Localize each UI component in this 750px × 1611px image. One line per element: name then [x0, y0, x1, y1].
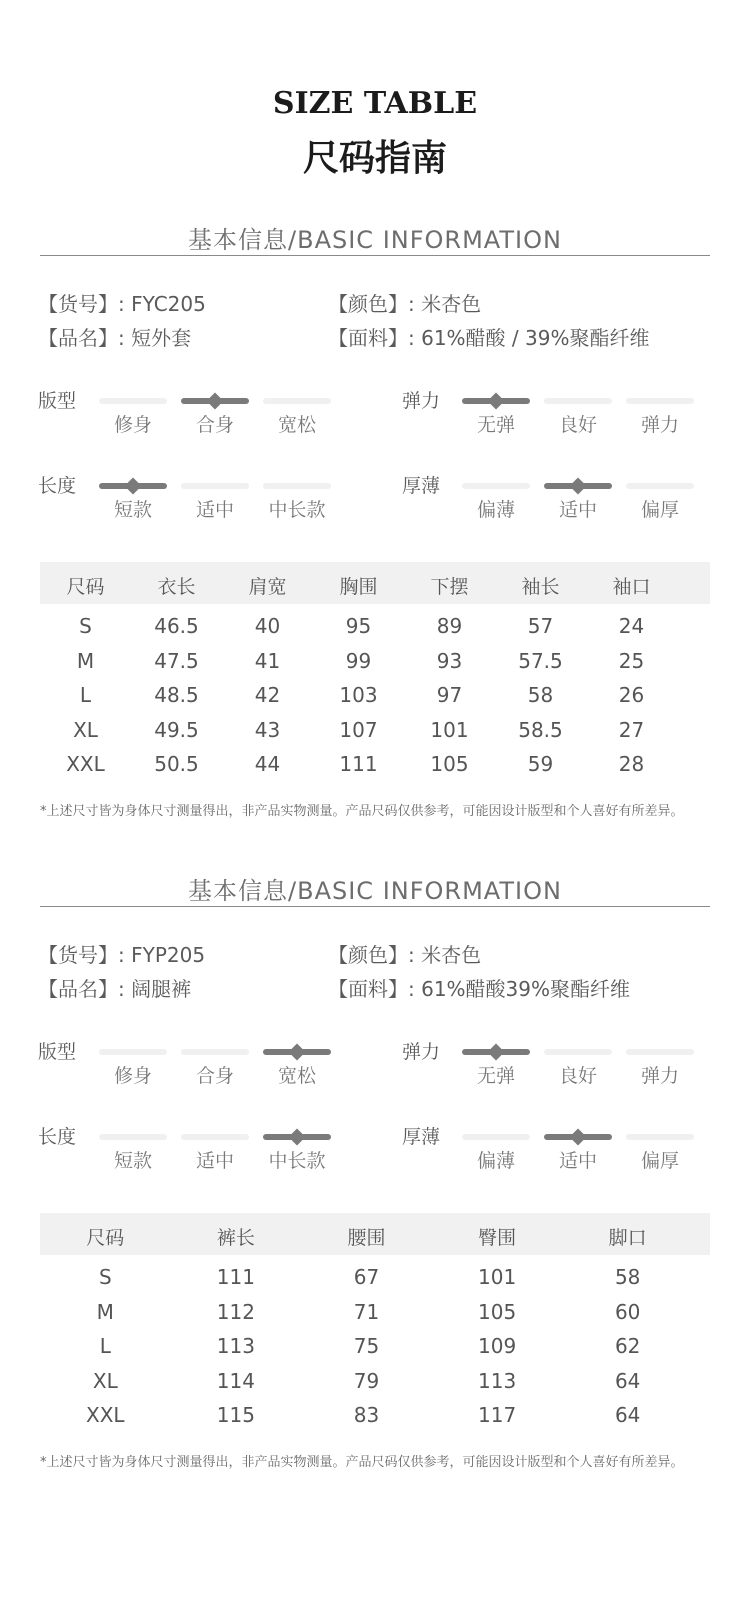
scale-option-thickness-0: 偏薄 — [476, 1150, 515, 1172]
scale-option-elastic-2: 弹力 — [640, 1065, 679, 1087]
table-cell: 27 — [618, 717, 645, 742]
scale-option-elastic-2: 弹力 — [640, 414, 679, 436]
product-fabric: 【面料】: 61%醋酸 / 39%聚酯纤维 — [328, 326, 650, 350]
table-cell: 71 — [353, 1299, 380, 1324]
table-cell: 24 — [618, 614, 645, 638]
table-cell: 60 — [614, 1299, 641, 1324]
scale-track-elastic-1 — [544, 398, 612, 404]
table-cell: 64 — [614, 1403, 641, 1427]
scale-track-length-1 — [181, 1134, 249, 1140]
scale-option-fit-1: 合身 — [195, 414, 234, 436]
attr-label-elastic: 弹力 — [402, 1041, 441, 1063]
scale-marker-icon — [125, 478, 142, 495]
scale-track-fit-2 — [263, 1049, 331, 1055]
scale-option-fit-1: 合身 — [195, 1065, 234, 1087]
table-cell: 47.5 — [154, 648, 199, 673]
size-note: *上述尺寸皆为身体尺寸测量得出，非产品实物测量。产品尺码仅供参考，可能因设计版型和个人喜好有所差异。 — [40, 1455, 684, 1470]
scale-marker-icon — [570, 1129, 587, 1146]
table-cell: 48.5 — [154, 683, 199, 707]
table-cell: 57.5 — [518, 648, 563, 673]
scale-option-thickness-2: 偏厚 — [640, 1150, 679, 1172]
table-cell: 75 — [353, 1334, 380, 1358]
scale-track-length-1 — [181, 483, 249, 489]
table-cell: L — [79, 683, 92, 707]
scale-track-fit-2 — [263, 398, 331, 404]
table-cell: 58 — [614, 1265, 641, 1289]
table-cell: 99 — [345, 648, 372, 673]
scale-track-length-0 — [99, 483, 167, 489]
table-cell: 89 — [436, 614, 463, 638]
scale-track-fit-0 — [99, 1049, 167, 1055]
table-header-cell: 臀围 — [478, 1227, 517, 1249]
table-cell: 26 — [618, 683, 645, 707]
table-cell: 79 — [353, 1368, 380, 1393]
scale-track-length-2 — [263, 1134, 331, 1140]
table-cell: 101 — [430, 717, 469, 742]
scale-option-thickness-1: 适中 — [558, 499, 597, 521]
page-title-en: SIZE TABLE — [272, 86, 478, 121]
scale-option-length-2: 中长款 — [268, 1150, 326, 1172]
attr-label-fit: 版型 — [38, 390, 77, 412]
scale-track-thickness-2 — [626, 483, 694, 489]
scale-marker-icon — [207, 393, 224, 410]
attr-label-length: 长度 — [38, 475, 77, 497]
table-header-cell: 尺码 — [66, 576, 105, 598]
page-title-cn: 尺码指南 — [302, 137, 447, 179]
attr-label-thickness: 厚薄 — [402, 475, 441, 497]
item-number: 【货号】: FYC205 — [38, 292, 206, 316]
scale-marker-icon — [488, 393, 505, 410]
table-cell: 41 — [254, 648, 281, 673]
table-cell: XL — [92, 1368, 118, 1393]
table-cell: 67 — [353, 1265, 380, 1289]
table-header-cell: 尺码 — [86, 1227, 125, 1249]
scale-option-length-0: 短款 — [113, 1150, 152, 1172]
scale-option-fit-2: 宽松 — [277, 1065, 316, 1087]
table-cell: 58 — [527, 683, 554, 707]
scale-option-length-1: 适中 — [195, 499, 234, 521]
table-cell: XXL — [86, 1403, 125, 1427]
attr-label-fit: 版型 — [38, 1041, 77, 1063]
table-cell: 105 — [478, 1299, 517, 1324]
scale-option-thickness-1: 适中 — [558, 1150, 597, 1172]
table-cell: 113 — [216, 1334, 255, 1358]
scale-option-elastic-0: 无弹 — [476, 414, 515, 436]
table-cell: 43 — [254, 717, 281, 742]
scale-option-fit-2: 宽松 — [277, 414, 316, 436]
table-header-cell: 袖口 — [612, 576, 651, 598]
table-header-cell: 裤长 — [216, 1227, 255, 1249]
table-header-cell: 腰围 — [347, 1227, 386, 1249]
table-cell: 28 — [618, 752, 645, 776]
scale-marker-icon — [488, 1044, 505, 1061]
scale-marker-icon — [289, 1044, 306, 1061]
scale-option-length-1: 适中 — [195, 1150, 234, 1172]
table-cell: 111 — [339, 752, 378, 776]
table-cell: 25 — [618, 648, 645, 673]
table-cell: 49.5 — [154, 717, 199, 742]
table-cell: 64 — [614, 1368, 641, 1393]
scale-track-fit-1 — [181, 398, 249, 404]
table-cell: 95 — [345, 614, 372, 638]
table-header-cell: 下摆 — [430, 576, 469, 598]
table-cell: 103 — [339, 683, 378, 707]
table-cell: L — [99, 1334, 111, 1358]
table-cell: 117 — [478, 1403, 517, 1427]
scale-track-length-0 — [99, 1134, 167, 1140]
table-header-cell: 胸围 — [339, 576, 378, 598]
table-cell: XXL — [66, 752, 105, 776]
table-cell: XL — [73, 717, 98, 742]
scale-option-thickness-0: 偏薄 — [476, 499, 515, 521]
scale-option-fit-0: 修身 — [113, 1065, 152, 1087]
scale-option-elastic-0: 无弹 — [476, 1065, 515, 1087]
attr-label-elastic: 弹力 — [402, 390, 441, 412]
scale-track-thickness-0 — [462, 483, 530, 489]
table-header-cell: 衣长 — [157, 576, 196, 598]
scale-track-elastic-2 — [626, 1049, 694, 1055]
table-cell: 50.5 — [154, 752, 199, 776]
product-color: 【颜色】: 米杏色 — [328, 292, 482, 316]
section-divider — [40, 255, 710, 256]
table-cell: 113 — [478, 1368, 517, 1393]
scale-option-thickness-2: 偏厚 — [640, 499, 679, 521]
attr-label-length: 长度 — [38, 1126, 77, 1148]
product-name: 【品名】: 短外套 — [38, 326, 192, 350]
scale-track-thickness-1 — [544, 483, 612, 489]
scale-option-elastic-1: 良好 — [558, 1065, 597, 1087]
table-cell: 97 — [436, 683, 463, 707]
product-color: 【颜色】: 米杏色 — [328, 943, 482, 967]
table-cell: 112 — [216, 1299, 255, 1324]
size-table-header — [40, 1213, 710, 1255]
item-number: 【货号】: FYP205 — [38, 943, 206, 967]
section-heading: 基本信息/BASIC INFORMATION — [188, 226, 562, 254]
scale-track-thickness-2 — [626, 1134, 694, 1140]
product-section-pants — [0, 871, 750, 1521]
scale-option-elastic-1: 良好 — [558, 414, 597, 436]
scale-option-fit-0: 修身 — [113, 414, 152, 436]
table-cell: 107 — [339, 717, 378, 742]
scale-option-length-2: 中长款 — [268, 499, 326, 521]
scale-track-elastic-2 — [626, 398, 694, 404]
section-heading: 基本信息/BASIC INFORMATION — [188, 877, 562, 905]
table-cell: 114 — [216, 1368, 255, 1393]
size-note: *上述尺寸皆为身体尺寸测量得出，非产品实物测量。产品尺码仅供参考，可能因设计版型和个人喜好有所差异。 — [40, 804, 684, 819]
table-header-cell: 肩宽 — [248, 576, 287, 598]
table-cell: 105 — [430, 752, 469, 776]
table-cell: 93 — [436, 648, 463, 673]
scale-track-length-2 — [263, 483, 331, 489]
table-cell: 44 — [254, 752, 281, 776]
scale-track-elastic-0 — [462, 398, 530, 404]
size-table-header — [40, 562, 710, 604]
scale-option-length-0: 短款 — [113, 499, 152, 521]
scale-track-thickness-0 — [462, 1134, 530, 1140]
table-cell: 109 — [478, 1334, 517, 1358]
scale-track-fit-1 — [181, 1049, 249, 1055]
table-cell: 101 — [478, 1265, 517, 1289]
table-cell: 42 — [254, 683, 281, 707]
table-cell: 115 — [216, 1403, 255, 1427]
table-cell: S — [98, 1265, 112, 1289]
table-header-cell: 袖长 — [521, 576, 560, 598]
table-cell: 57 — [527, 614, 554, 638]
table-cell: 62 — [614, 1334, 641, 1358]
section-divider — [40, 906, 710, 907]
table-cell: M — [96, 1299, 114, 1324]
scale-marker-icon — [289, 1129, 306, 1146]
table-cell: 59 — [527, 752, 554, 776]
product-name: 【品名】: 阔腿裤 — [38, 977, 192, 1001]
table-cell: 46.5 — [154, 614, 199, 638]
table-cell: M — [76, 648, 95, 673]
attr-label-thickness: 厚薄 — [402, 1126, 441, 1148]
table-cell: 58.5 — [518, 717, 563, 742]
product-fabric: 【面料】: 61%醋酸39%聚酯纤维 — [328, 977, 631, 1001]
table-cell: 40 — [254, 614, 281, 638]
table-cell: S — [79, 614, 92, 638]
scale-track-elastic-1 — [544, 1049, 612, 1055]
scale-track-elastic-0 — [462, 1049, 530, 1055]
scale-track-fit-0 — [99, 398, 167, 404]
table-cell: 83 — [353, 1403, 380, 1427]
scale-marker-icon — [570, 478, 587, 495]
scale-track-thickness-1 — [544, 1134, 612, 1140]
product-section-jacket — [0, 220, 750, 870]
table-header-cell: 脚口 — [608, 1227, 647, 1249]
table-cell: 111 — [216, 1265, 255, 1289]
